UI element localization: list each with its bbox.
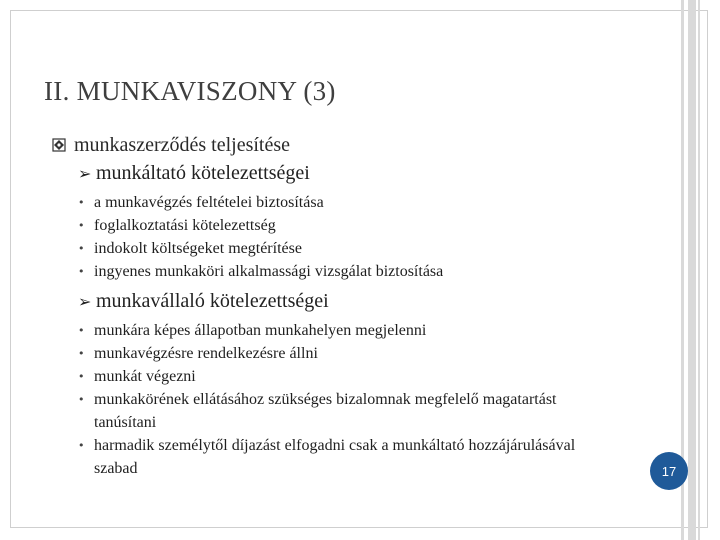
level1-text: munkaszerződés teljesítése [74, 134, 291, 156]
arrow-bullet-icon: ➢ [78, 292, 92, 311]
list-item [78, 388, 598, 434]
dot-bullet-icon: • [78, 219, 85, 232]
list-item-text: harmadik személytől díjazást elfogadni csak a munkáltató hozzájárulásával szabad [94, 437, 576, 477]
employee-obligations-list [78, 319, 598, 480]
page-number-badge: 17 [650, 452, 688, 490]
dot-bullet-icon: • [78, 370, 85, 383]
dot-bullet-icon: • [78, 439, 85, 452]
list-item-text: munkára képes állapotban munkahelyen megjelenni [94, 322, 427, 339]
list-item [78, 319, 598, 342]
arrow-bullet-icon: ➢ [78, 164, 92, 183]
slide-title: II. MUNKAVISZONY (3) [44, 76, 336, 106]
dot-bullet-icon: • [78, 393, 85, 406]
section-heading-text: munkáltató kötelezettségei [96, 162, 310, 184]
list-item [78, 237, 598, 260]
dot-bullet-icon: • [78, 347, 85, 360]
list-item [78, 191, 598, 214]
section-heading-text: munkavállaló kötelezettségei [96, 290, 329, 312]
list-item [78, 434, 598, 480]
dot-bullet-icon: • [78, 196, 85, 209]
decorative-bar [688, 0, 696, 540]
list-item-text: indokolt költségeket megtérítése [94, 240, 302, 257]
list-item-text: foglalkoztatási kötelezettség [94, 217, 276, 234]
list-item [78, 365, 598, 388]
list-item-text: munkakörének ellátásához szükséges bizalomnak megfelelő magatartást tanúsítani [94, 391, 557, 431]
dot-bullet-icon: • [78, 265, 85, 278]
list-item-text: munkavégzésre rendelkezésre állni [94, 345, 318, 362]
list-item [78, 260, 598, 283]
list-item [78, 342, 598, 365]
dot-bullet-icon: • [78, 324, 85, 337]
list-item-text: a munkavégzés feltételei biztosítása [94, 194, 324, 211]
dot-bullet-icon: • [78, 242, 85, 255]
list-item [78, 214, 598, 237]
decorative-bar [698, 0, 700, 540]
employer-obligations-list [78, 191, 598, 283]
diamond-bullet-icon [52, 138, 66, 152]
list-item-text: ingyenes munkaköri alkalmassági vizsgálat biztosítása [94, 263, 444, 280]
list-item-text: munkát végezni [94, 368, 196, 385]
